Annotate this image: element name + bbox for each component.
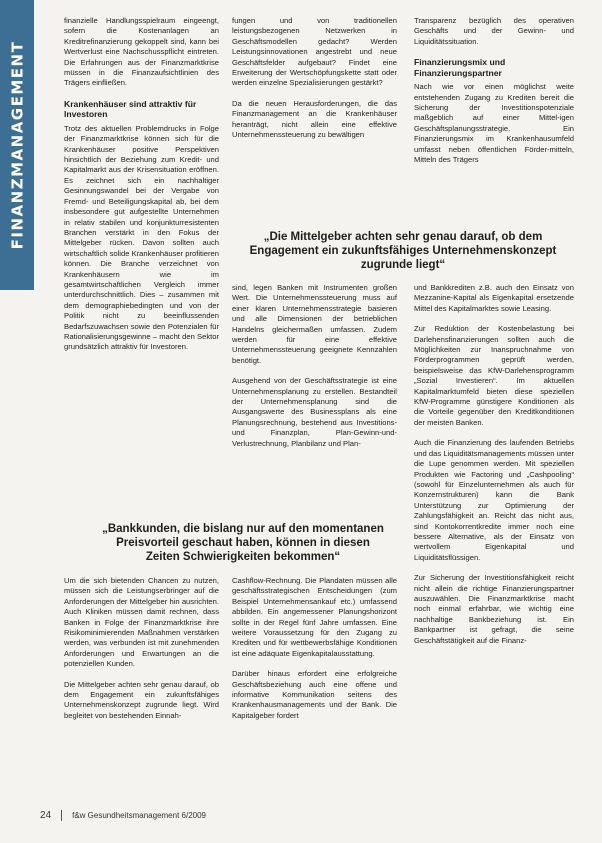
paragraph: finanzielle Handlungsspielraum eingeengt, sofern die Kostenanlagen an Kreditrefinanzierung gekoppelt sind, kann bei Wertverlust eine Nachschusspflicht eintreten. Die Erfahrungen aus der Finanzmarktkrise müssen in die Finanzaufsichtlinien des Trägers einfließen. [64,16,219,88]
paragraph: Cashflow-Rechnung. Die Plandaten müssen alle geschäftsstrategischen Entscheidungen (zum Beispiel Unternehmensankauf etc.) umfassend abbilden. Ein angemessener Planungshorizont sollte in der Regel fünf Jahre umfassen. Eine weitere Voraussetzung für den Zugang zu Krediten und für wettbewerbsfähige Konditionen ist eine adäquate Eigenkapitalausstattung. [232,576,397,658]
paragraph: sind, legen Banken mit Instrumenten großen Wert. Die Unternehmenssteuerung muss auf einer klaren Unternehmensstrategie basieren und alle Dimensionen der betrieblichen Handelns gleichermaßen umfassen. Zudem werden für eine effektive Unternehmenssteuerung geeignete Kennzahlen benötigt. [232,283,397,365]
section-label: FINANZMANAGEMENT [8,40,27,250]
column-2-top [232,16,397,224]
paragraph: Da die neuen Herausforderungen, die das Finanzmanagement an die Krankenhäuser heranträgt, nicht allein eine effektive Unternehmenssteuerung zu bewältigen [232,98,397,140]
footer-divider [61,810,62,821]
paragraph: und Bankkrediten z.B. auch den Einsatz von Mezzanine-Kapital als Eigenkapital ersetzende Mittel des Kapitalmarktes sowie Leasing. [414,283,574,313]
paragraph: Darüber hinaus erfordert eine erfolgreiche Geschäftsbeziehung auch eine offene und informative Kommunikation seitens des Krankenhausmanagements und der Bank. Die Kapitalgeber fordert [232,669,397,720]
subheading: Finanzierungsmix und Finanzierungspartner [414,57,506,78]
column-3-middle [414,283,574,793]
section-label-wrap [0,0,34,290]
paragraph: Die Mittelgeber achten sehr genau darauf, ob dem Engagement ein zukunftsfähiges Unternehmenskonzept zugrunde liegt. Wird begleitet von bestehenden Einnah- [64,679,219,720]
column-3-top [414,16,574,224]
page-footer [40,810,206,821]
pull-quote-1: „Die Mittelgeber achten sehr genau darauf, ob dem Engagement ein zukunftsfähiges Unternehmenskonzept zugrunde liegt“ [249,231,557,271]
subheading: Krankenhäuser sind attraktiv für Investoren [64,98,197,120]
column-2-bottom [232,576,397,796]
column-1-top [64,16,219,426]
paragraph: Auch die Finanzierung des laufenden Betriebs und das Liquiditätsmanagements müssen unter die Lupe genommen werden. Mit speziellen Produkten wie Factoring und „Cashpooling“ (sowohl für Einzelunternehmen als auch für Konzernstrukturen) kann die Bank Unterstützung zur Optimierung der Zahlungsfähigkeit an. Reicht das nicht aus, sind Kontokorrentkredite immer noch eine bessere Alternative, als der Einsatz von wertvollem Eigenkapital und Liquiditätsflüssigen. [414,438,574,562]
paragraph: Trotz des aktuellen Problemdrucks in Folge der Finanzmarktkrise können sich für die Krankenhäuser positive Perspektiven hinsichtlich der Beziehung zum Kredit- und Kapitalmarkt aus der Krisensituation eröffnen. Es zeichnet sich ein nachhaltiger Gesinnungswandel bei der Vergabe von Fremd- und Beteiligungskapital ab, bei dem insbesondere gut aufgestellte Unternehmen in relativ stabilen und konjunkturresistenten Branchen verstärkt in den Fokus der Mittelgeber rücken. Davon sollten auch wirtschaftlich solide Krankenhäuser profitieren können. Die Branche verzeichnet von Krankenhäusern wie im gesamtwirtschaftlichen Vergleich immer unterdurchschnittlich. Dies – zusammen mit dem demographiebedingten und von der Politik nicht zu beeinflussenden Bedarfszuwachsen sowie den Potenzialen für Rationalisierungsgewinne – macht den Sektor grundsätzlich attraktiv für Investoren. [64,123,219,352]
paragraph: Zur Reduktion der Kostenbelastung bei Darlehensfinanzierungen sollten auch die Möglichkeiten zur Inanspruchnahme von Förderprogrammen geprüft werden, beispielsweise das KfW-Darlehensprogramm „Sozial Investieren“. Im aktuellen Kapitalmarktumfeld bieten diese speziellen KfW-Programme günstigere Konditionen als die Vorteile gegenüber den Kreditkonditionen der meisten Banken. [414,324,574,427]
paragraph: fungen und von traditionellen leistungsbezogenen Netzwerken in Geschäftsmodellen gedacht? Werden Leistungsinnovationen angestrebt und neue Geschäftsfelder aufgebaut? Findet eine Erweiterung der Wertschöpfungskette statt oder werden einzelne Spezialisierungen gestärkt? [232,16,397,88]
column-1-bottom [64,576,219,796]
paragraph: Transparenz bezüglich des operativen Geschäfts und der Gewinn- und Liquiditätssituation. [414,16,574,46]
paragraph: Zur Sicherung der Investitionsfähigkeit reicht nicht allein die richtige Finanzierungspartner auszuwählen. Die Finanzmarktkrise macht noch einmal erfahrbar, wie wichtig eine nachhaltige Bankbeziehung ist. Ein Bankpartner ist gefragt, die seine Geschäftstätigkeit auf die Finanz- [414,573,574,645]
column-2-middle [232,283,397,505]
paragraph: Um die sich bietenden Chancen zu nutzen, müssen sich die Leistungserbringer auf die Anforderungen der Mittelgeber hin ausrichten. Auch Kliniken müssen damit rechnen, dass Banken in Folge der Finanzmarktkrise ihre Risikominimierenden Maßnahmen verstärken werden, was verbunden ist mit zunehmenden Anforderungen und Erwartungen an die potenziellen Kunden. [64,576,219,669]
page-number: 24 [40,810,52,821]
paragraph: Ausgehend von der Geschäftsstrategie ist eine Unternehmensplanung zu erstellen. Bestandteil der Unternehmensplanung sind die Ausgangswerte des Businessplans als eine Planungsrechnung, bestehend aus Investitions- und Finanzplan, Plan-Gewinn-und-Verlustrechnung, Planbilanz und Plan- [232,376,397,448]
paragraph: Nach wie vor einen möglichst weite entstehenden Zugang zu Krediten bereit die Sicherung der Investitionspotenziale maßgeblich auf einer Mittel-igen Geschäftsplanungsstrategie. Ein Finanzierungsmix im Krankenhausumfeld umfasst neben öffentlichen Förder-mitteln, Mitteln des Trägers [414,82,574,165]
publication-name: f&w Gesundheitsmanagement 6/2009 [72,811,206,820]
pull-quote-2: „Bankkunden, die bislang nur auf den momentanen Preisvorteil geschaut haben, können in diesen Zeiten Schwierigkeiten bekommen“ [102,523,384,563]
